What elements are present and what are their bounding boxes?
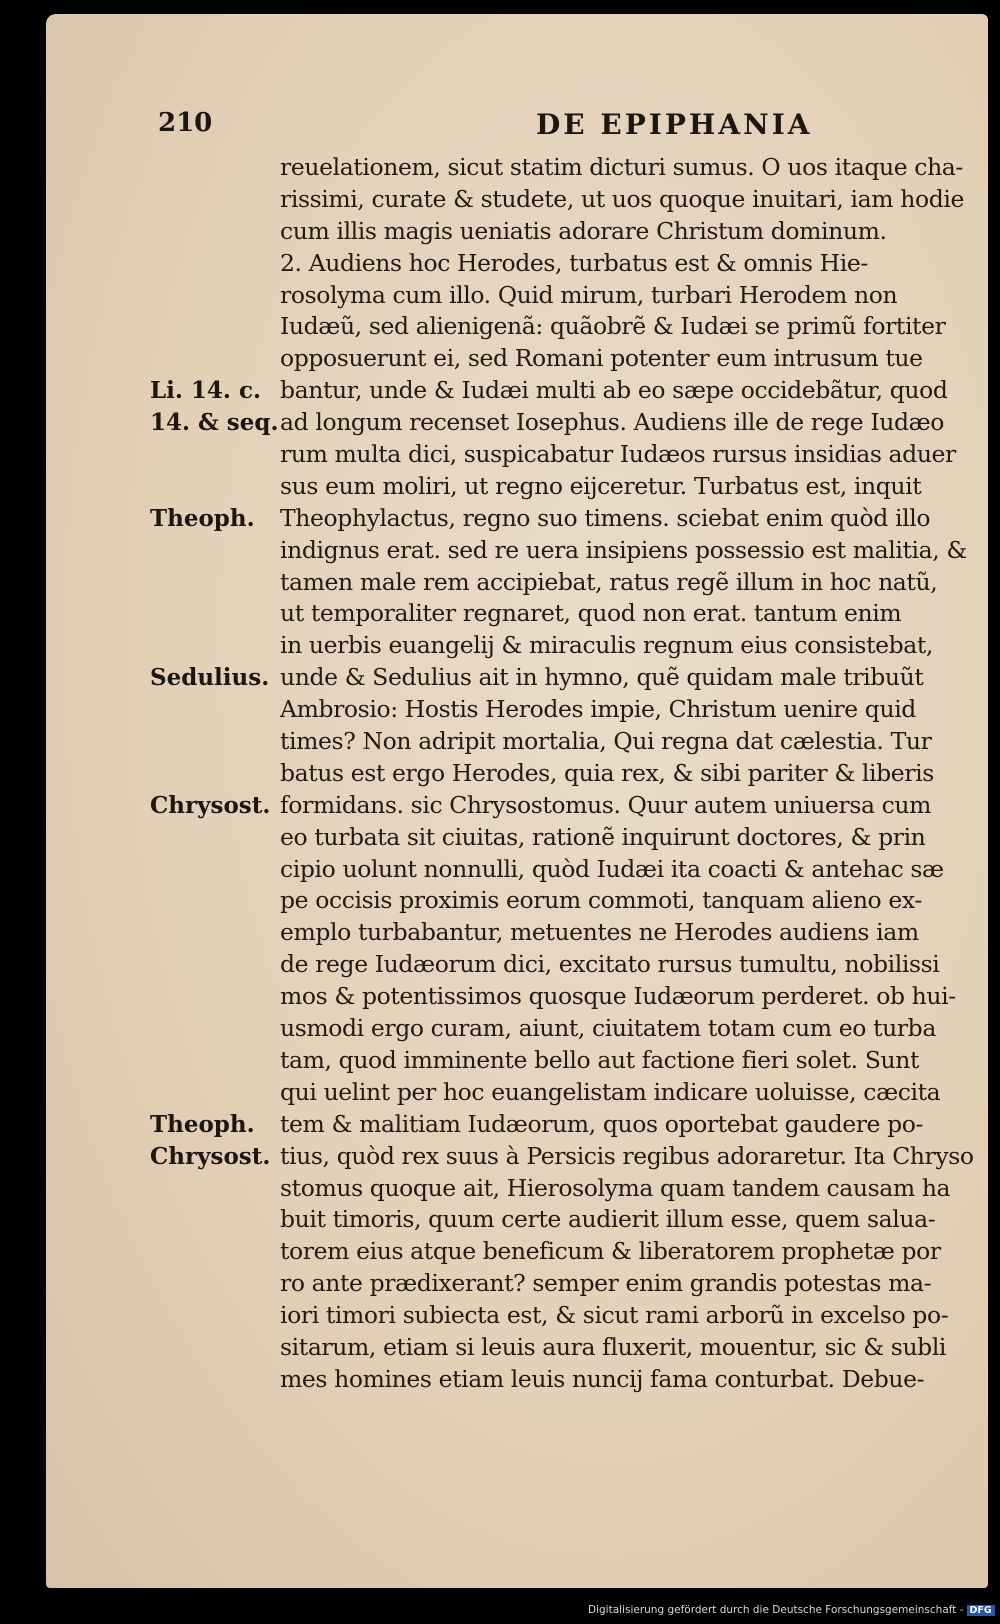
margin-note: Theoph.: [150, 1111, 255, 1138]
text-line: usmodi ergo curam, aiunt, ciuitatem totam cum eo turba: [280, 1014, 936, 1043]
page-header: [46, 108, 988, 144]
text-line: eo turbata sit ciuitas, rationẽ inquirunt doctores, & prin: [280, 822, 926, 851]
body-text: [280, 152, 1000, 1396]
text-line: sitarum, etiam si leuis aura fluxerit, mouentur, sic & subli: [280, 1332, 947, 1361]
text-line: tamen male rem accipiebat, ratus regẽ illum in hoc natũ,: [280, 567, 938, 596]
text-line: cum illis magis ueniatis adorare Christum dominum.: [280, 216, 887, 245]
text-line: tam, quod imminente bello aut factione fieri solet. Sunt: [280, 1045, 920, 1074]
text-line: Ambrosio: Hostis Herodes impie, Christum uenire quid: [280, 695, 916, 724]
text-line: 2. Audiens hoc Herodes, turbatus est & omnis Hie-: [280, 248, 868, 277]
text-line: times? Non adripit mortalia, Qui regna dat cælestia. Tur: [280, 727, 932, 756]
text-line: unde & Sedulius ait in hymno, quẽ quidam male tribuũt: [280, 663, 924, 692]
text-line: rum multa dici, suspicabatur Iudæos rursus insidias aduer: [280, 440, 956, 469]
digitization-credit: [588, 1604, 995, 1616]
text-line: ro ante prædixerant? semper enim grandis potestas ma-: [280, 1269, 932, 1298]
text-line: indignus erat. sed re uera insipiens possessio est malitia, &: [280, 535, 967, 564]
margin-note: Theoph.: [150, 504, 255, 532]
text-line: Theophylactus, regno suo timens. sciebat enim quòd illo: [280, 503, 931, 532]
text-line: tius, quòd rex suus à Persicis regibus adoraretur. Ita Chryso: [280, 1141, 974, 1170]
text-line: qui uelint per hoc euangelistam indicare uoluisse, cæcita: [280, 1077, 941, 1106]
text-line: ad longum recenset Iosephus. Audiens ille de rege Iudæo: [280, 408, 945, 437]
margin-note: Sedulius.: [150, 664, 270, 692]
text-line: pe occisis proximis eorum commoti, tanquam alieno ex-: [280, 886, 922, 915]
text-line: Iudæũ, sed alienigenã: quãobrẽ & Iudæi se primũ fortiter: [280, 312, 946, 341]
page-number: 210: [158, 108, 213, 138]
text-line: sus eum moliri, ut regno eijceretur. Turbatus est, inquit: [280, 471, 922, 500]
text-line: mos & potentissimos quosque Iudæorum perderet. ob hui-: [280, 982, 956, 1011]
margin-note: Chrysost.: [150, 1142, 271, 1170]
text-line: de rege Iudæorum dici, excitato rursus tumultu, nobilissi: [280, 950, 940, 979]
text-line: emplo turbabantur, metuentes ne Herodes audiens iam: [280, 918, 919, 947]
text-line: reuelationem, sicut statim dicturi sumus. O uos itaque cha-: [280, 153, 963, 181]
margin-note: Li. 14. c.: [150, 377, 261, 405]
text-line: mes homines etiam leuis nuncij fama conturbat. Debue-: [280, 1364, 925, 1393]
text-line: bantur, unde & Iudæi multi ab eo sæpe occidebãtur, quod: [280, 376, 948, 405]
margin-note: 14. & seq.: [150, 409, 279, 437]
margin-note: Chrysost.: [150, 792, 271, 819]
text-line: rosolyma cum illo. Quid mirum, turbari Herodem non: [280, 280, 898, 309]
text-line: torem eius atque beneficum & liberatorem prophetæ por: [280, 1237, 941, 1266]
text-line: rissimi, curate & studete, ut uos quoque inuitari, iam hodie: [280, 184, 964, 213]
text-line: tem & malitiam Iudæorum, quos oportebat gaudere po-: [280, 1109, 924, 1138]
text-line: opposuerunt ei, sed Romani potenter eum intrusum tue: [280, 344, 923, 373]
text-line: buit timoris, quum certe audierit illum esse, quem salua-: [280, 1205, 936, 1234]
running-title: DE EPIPHANIA: [536, 108, 813, 141]
text-line: iori timori subiecta est, & sicut rami arborũ in excelso po-: [280, 1301, 949, 1330]
credit-text: Digitalisierung gefördert durch die Deutsche Forschungsgemeinschaft -: [588, 1604, 964, 1616]
text-line: cipio uolunt nonnulli, quòd Iudæi ita coacti & antehac sæ: [280, 854, 944, 883]
text-line: batus est ergo Herodes, quia rex, & sibi pariter & liberis: [280, 758, 934, 787]
text-line: formidans. sic Chrysostomus. Quur autem uniuersa cum: [280, 790, 932, 819]
text-line: in uerbis euangelij & miraculis regnum eius consistebat,: [280, 631, 933, 660]
text-line: ut temporaliter regnaret, quod non erat. tantum enim: [280, 599, 902, 628]
text-line: stomus quoque ait, Hierosolyma quam tandem causam ha: [280, 1173, 951, 1202]
dfg-logo: DFG: [967, 1605, 995, 1616]
book-page: [46, 14, 988, 1588]
